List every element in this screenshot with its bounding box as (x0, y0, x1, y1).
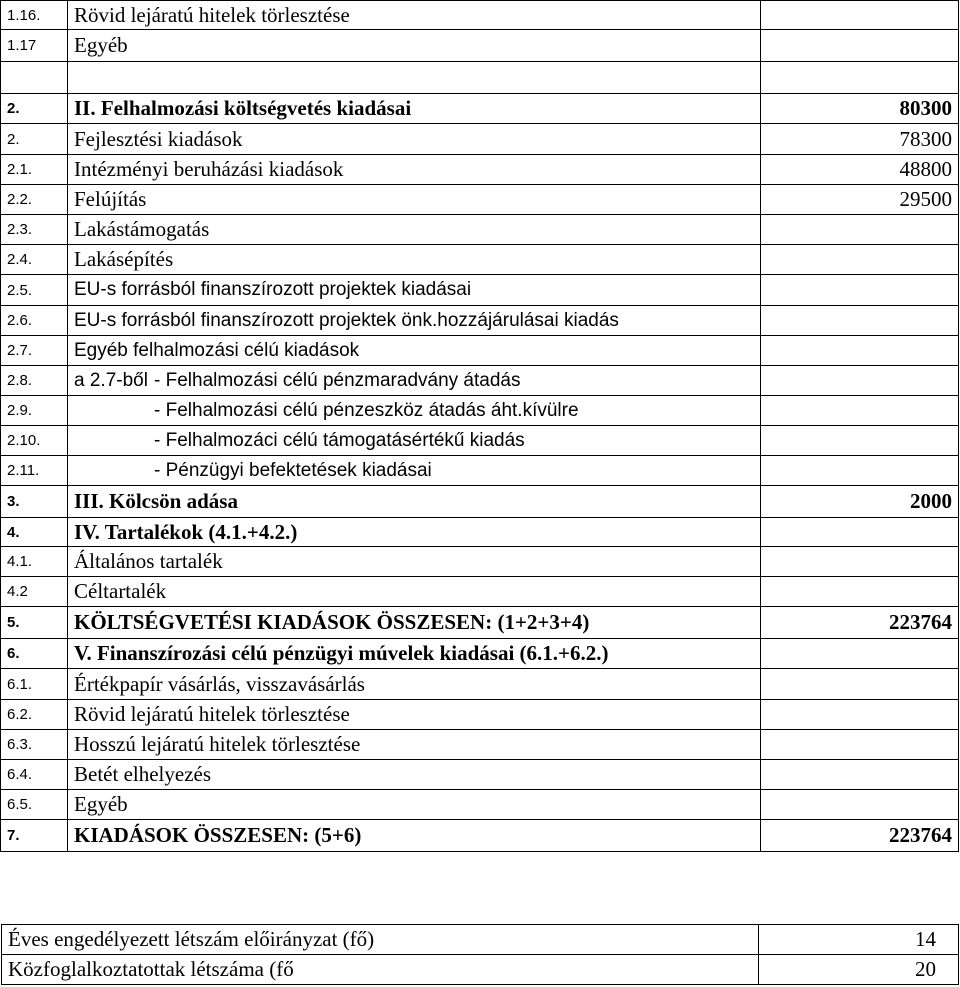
table-row (1, 30, 959, 62)
row-value (761, 639, 959, 669)
table-row (1, 94, 959, 124)
table-row (1, 215, 959, 245)
row-label: III. Kölcsön adása (68, 486, 761, 518)
row-label: Betét elhelyezés (68, 760, 761, 790)
table-row (1, 426, 959, 456)
headcount-row (2, 925, 959, 955)
row-value: 2000 (761, 486, 959, 518)
row-label: Céltartalék (68, 577, 761, 607)
table-row (1, 396, 959, 426)
table-row (1, 366, 959, 396)
table-row (1, 669, 959, 700)
row-value (761, 456, 959, 486)
table-row (1, 760, 959, 790)
row-value (761, 700, 959, 730)
row-number: 2.11. (1, 456, 68, 486)
row-value (761, 30, 959, 62)
table-row (1, 547, 959, 577)
row-label: Lakásépítés (68, 245, 761, 275)
row-label: Általános tartalék (68, 547, 761, 577)
row-value (761, 366, 959, 396)
row-number: 3. (1, 486, 68, 518)
table-row (1, 155, 959, 185)
row-value (761, 760, 959, 790)
row-value (761, 547, 959, 577)
row-value (761, 336, 959, 366)
row-label (68, 426, 761, 456)
row-value: 223764 (761, 607, 959, 639)
row-label: Felújítás (68, 185, 761, 215)
table-row (1, 245, 959, 275)
table-row (1, 486, 959, 518)
row-label: KÖLTSÉGVETÉSI KIADÁSOK ÖSSZESEN: (1+2+3+4) (68, 607, 761, 639)
row-number: 2.6. (1, 306, 68, 336)
row-value (761, 669, 959, 700)
row-value (761, 577, 959, 607)
row-number: 2. (1, 94, 68, 124)
row-number: 5. (1, 607, 68, 639)
row-value: 29500 (761, 185, 959, 215)
row-number: 2.5. (1, 275, 68, 306)
row-value: 48800 (761, 155, 959, 185)
row-label: V. Finanszírozási célú pénzügyi múvelek kiadásai (6.1.+6.2.) (68, 639, 761, 669)
table-row (1, 1, 959, 30)
row-number: 6.5. (1, 790, 68, 820)
row-number: 2.8. (1, 366, 68, 396)
table-row (1, 275, 959, 306)
row-label: II. Felhalmozási költségvetés kiadásai (68, 94, 761, 124)
row-value (761, 306, 959, 336)
row-number: 2.2. (1, 185, 68, 215)
expenditure-table-body (1, 1, 959, 852)
row-number: 2. (1, 124, 68, 155)
row-label (68, 396, 761, 426)
row-number: 6. (1, 639, 68, 669)
table-row (1, 518, 959, 547)
row-number: 6.3. (1, 730, 68, 760)
row-value (761, 518, 959, 547)
row-label: EU-s forrásból finanszírozott projektek kiadásai (68, 275, 761, 306)
row-label: Egyéb felhalmozási célú kiadások (68, 336, 761, 366)
row-number: 2.1. (1, 155, 68, 185)
table-row (1, 62, 959, 94)
row-label-text: - Pénzügyi befektetések kiadásai (154, 459, 432, 481)
row-number: 7. (1, 820, 68, 852)
row-number: 2.4. (1, 245, 68, 275)
table-row (1, 790, 959, 820)
row-value (761, 396, 959, 426)
row-number: 1.16. (1, 1, 68, 30)
table-row (1, 185, 959, 215)
row-number: 4.1. (1, 547, 68, 577)
table-row (1, 577, 959, 607)
row-label-text: - Felhalmozáci célú támogatásértékű kiadás (154, 429, 525, 451)
row-label: Intézményi beruházási kiadások (68, 155, 761, 185)
row-value (761, 275, 959, 306)
row-value: 223764 (761, 820, 959, 852)
table-row (1, 124, 959, 155)
row-label: Hosszú lejáratú hitelek törlesztése (68, 730, 761, 760)
table-row (1, 730, 959, 760)
table-row (1, 820, 959, 852)
row-label-prefix: a 2.7-ből (74, 369, 148, 391)
row-number: 6.1. (1, 669, 68, 700)
row-value: 78300 (761, 124, 959, 155)
row-number: 4. (1, 518, 68, 547)
table-row (1, 700, 959, 730)
table-row (1, 639, 959, 669)
headcount-value: 20 (759, 955, 959, 985)
row-number: 2.9. (1, 396, 68, 426)
row-label: Lakástámogatás (68, 215, 761, 245)
headcount-value: 14 (759, 925, 959, 955)
row-value (761, 215, 959, 245)
row-label: Egyéb (68, 790, 761, 820)
row-label: Rövid lejáratú hitelek törlesztése (68, 700, 761, 730)
row-label: KIADÁSOK ÖSSZESEN: (5+6) (68, 820, 761, 852)
row-label-text: - Felhalmozási célú pénzeszköz átadás áht.kívülre (154, 399, 579, 421)
row-value (761, 730, 959, 760)
row-value (761, 62, 959, 94)
row-number: 2.3. (1, 215, 68, 245)
row-value: 80300 (761, 94, 959, 124)
row-label (68, 456, 761, 486)
row-value (761, 245, 959, 275)
row-label: Fejlesztési kiadások (68, 124, 761, 155)
row-number: 1.17 (1, 30, 68, 62)
row-label (68, 62, 761, 94)
row-number: 2.10. (1, 426, 68, 456)
row-number: 2.7. (1, 336, 68, 366)
row-label-text: - Felhalmozási célú pénzmaradvány átadás (154, 369, 521, 391)
row-value (761, 426, 959, 456)
headcount-table (1, 924, 959, 985)
table-row (1, 607, 959, 639)
headcount-row (2, 955, 959, 985)
row-number: 4.2 (1, 577, 68, 607)
table-row (1, 306, 959, 336)
row-label: IV. Tartalékok (4.1.+4.2.) (68, 518, 761, 547)
row-value (761, 790, 959, 820)
row-value (761, 1, 959, 30)
table-row (1, 336, 959, 366)
row-label: Rövid lejáratú hitelek törlesztése (68, 1, 761, 30)
row-number: 6.4. (1, 760, 68, 790)
row-label (68, 366, 761, 396)
headcount-table-body (2, 925, 959, 985)
headcount-label: Éves engedélyezett létszám előirányzat (fő) (2, 925, 759, 955)
row-label: Egyéb (68, 30, 761, 62)
headcount-label: Közfoglalkoztatottak létszáma (fő (2, 955, 759, 985)
table-row (1, 456, 959, 486)
row-label: Értékpapír vásárlás, visszavásárlás (68, 669, 761, 700)
row-number: 6.2. (1, 700, 68, 730)
row-number (1, 62, 68, 94)
row-label: EU-s forrásból finanszírozott projektek önk.hozzájárulásai kiadás (68, 306, 761, 336)
